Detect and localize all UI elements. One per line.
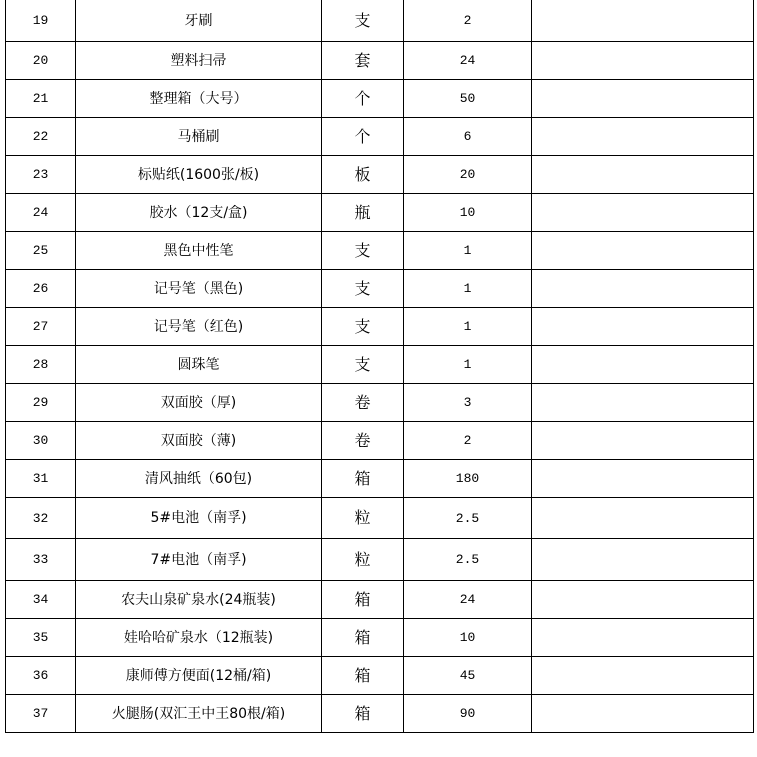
table-row <box>6 422 754 460</box>
item-quantity: 1 <box>404 270 532 308</box>
item-name: 整理箱（大号） <box>76 80 322 118</box>
item-note <box>532 232 754 270</box>
item-unit: 支 <box>322 0 404 42</box>
item-quantity: 2 <box>404 0 532 42</box>
item-name: 娃哈哈矿泉水（12瓶装) <box>76 619 322 657</box>
item-unit: 个 <box>322 118 404 156</box>
item-quantity: 50 <box>404 80 532 118</box>
item-unit: 瓶 <box>322 194 404 232</box>
table-row <box>6 619 754 657</box>
row-number: 27 <box>6 308 76 346</box>
row-number: 22 <box>6 118 76 156</box>
item-unit: 支 <box>322 270 404 308</box>
item-unit: 粒 <box>322 498 404 539</box>
item-quantity: 180 <box>404 460 532 498</box>
item-name: 农夫山泉矿泉水(24瓶装) <box>76 581 322 619</box>
item-quantity: 1 <box>404 308 532 346</box>
item-name: 记号笔（红色) <box>76 308 322 346</box>
item-quantity: 1 <box>404 232 532 270</box>
item-unit: 箱 <box>322 460 404 498</box>
item-unit: 支 <box>322 308 404 346</box>
item-unit: 支 <box>322 232 404 270</box>
table-row <box>6 581 754 619</box>
table-row <box>6 0 754 42</box>
item-name: 黑色中性笔 <box>76 232 322 270</box>
item-name: 塑料扫帚 <box>76 42 322 80</box>
row-number: 31 <box>6 460 76 498</box>
row-number: 29 <box>6 384 76 422</box>
item-note <box>532 346 754 384</box>
row-number: 24 <box>6 194 76 232</box>
row-number: 21 <box>6 80 76 118</box>
item-unit: 卷 <box>322 422 404 460</box>
supply-list-table <box>5 0 754 733</box>
item-note <box>532 422 754 460</box>
item-unit: 箱 <box>322 695 404 733</box>
item-quantity: 90 <box>404 695 532 733</box>
item-unit: 粒 <box>322 539 404 581</box>
item-note <box>532 308 754 346</box>
row-number: 30 <box>6 422 76 460</box>
row-number: 19 <box>6 0 76 42</box>
row-number: 35 <box>6 619 76 657</box>
item-quantity: 24 <box>404 42 532 80</box>
table-row <box>6 384 754 422</box>
item-note <box>532 42 754 80</box>
item-note <box>532 657 754 695</box>
table-row <box>6 156 754 194</box>
item-quantity: 6 <box>404 118 532 156</box>
item-name: 7#电池（南孚) <box>76 539 322 581</box>
item-unit: 板 <box>322 156 404 194</box>
table-row <box>6 118 754 156</box>
item-note <box>532 118 754 156</box>
item-name: 火腿肠(双汇王中王80根/箱) <box>76 695 322 733</box>
table-row <box>6 695 754 733</box>
item-note <box>532 270 754 308</box>
item-unit: 卷 <box>322 384 404 422</box>
item-quantity: 10 <box>404 194 532 232</box>
item-note <box>532 460 754 498</box>
item-note <box>532 581 754 619</box>
item-quantity: 2 <box>404 422 532 460</box>
item-name: 5#电池（南孚) <box>76 498 322 539</box>
item-quantity: 20 <box>404 156 532 194</box>
item-unit: 箱 <box>322 581 404 619</box>
item-note <box>532 695 754 733</box>
item-name: 圆珠笔 <box>76 346 322 384</box>
item-unit: 套 <box>322 42 404 80</box>
item-quantity: 3 <box>404 384 532 422</box>
item-name: 胶水（12支/盒) <box>76 194 322 232</box>
table-row <box>6 42 754 80</box>
table-row <box>6 80 754 118</box>
row-number: 20 <box>6 42 76 80</box>
row-number: 34 <box>6 581 76 619</box>
item-unit: 支 <box>322 346 404 384</box>
row-number: 28 <box>6 346 76 384</box>
item-note <box>532 156 754 194</box>
item-quantity: 2.5 <box>404 539 532 581</box>
item-quantity: 2.5 <box>404 498 532 539</box>
item-unit: 箱 <box>322 657 404 695</box>
item-note <box>532 0 754 42</box>
row-number: 26 <box>6 270 76 308</box>
item-unit: 箱 <box>322 619 404 657</box>
table-row <box>6 657 754 695</box>
table-row <box>6 346 754 384</box>
table-row <box>6 460 754 498</box>
item-note <box>532 619 754 657</box>
table-row <box>6 308 754 346</box>
item-note <box>532 384 754 422</box>
row-number: 33 <box>6 539 76 581</box>
table-row <box>6 232 754 270</box>
item-name: 双面胶（薄) <box>76 422 322 460</box>
item-note <box>532 194 754 232</box>
item-quantity: 10 <box>404 619 532 657</box>
row-number: 25 <box>6 232 76 270</box>
item-name: 马桶刷 <box>76 118 322 156</box>
item-quantity: 45 <box>404 657 532 695</box>
item-note <box>532 539 754 581</box>
item-name: 标贴纸(1600张/板) <box>76 156 322 194</box>
row-number: 36 <box>6 657 76 695</box>
row-number: 37 <box>6 695 76 733</box>
table-row <box>6 270 754 308</box>
row-number: 23 <box>6 156 76 194</box>
item-note <box>532 80 754 118</box>
item-name: 康师傅方便面(12桶/箱) <box>76 657 322 695</box>
item-name: 牙刷 <box>76 0 322 42</box>
item-quantity: 24 <box>404 581 532 619</box>
item-note <box>532 498 754 539</box>
table-row <box>6 498 754 539</box>
item-name: 记号笔（黑色) <box>76 270 322 308</box>
row-number: 32 <box>6 498 76 539</box>
table-row <box>6 539 754 581</box>
item-name: 双面胶（厚) <box>76 384 322 422</box>
item-quantity: 1 <box>404 346 532 384</box>
item-unit: 个 <box>322 80 404 118</box>
table-row <box>6 194 754 232</box>
item-name: 清风抽纸（60包) <box>76 460 322 498</box>
table-body <box>6 0 754 733</box>
